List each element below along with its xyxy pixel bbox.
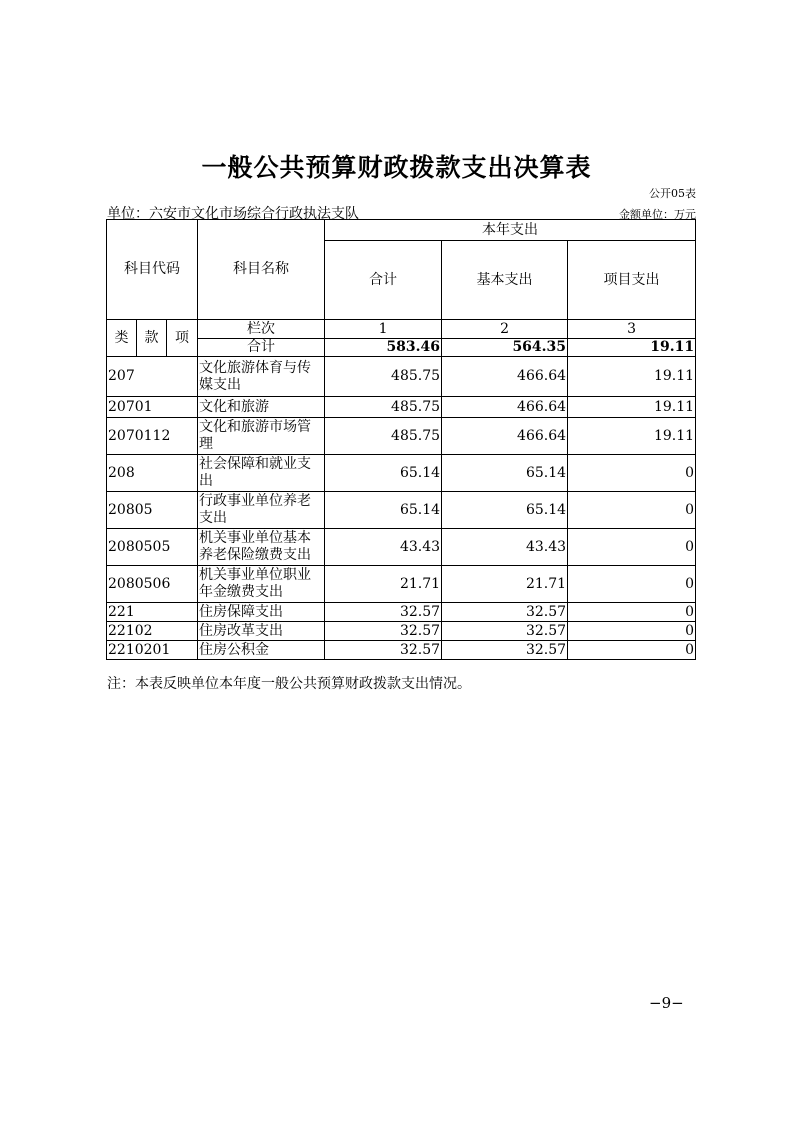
table-row bbox=[107, 455, 696, 492]
document-title: 一般公共预算财政拨款支出决算表 bbox=[201, 153, 592, 182]
total-amount: 485.75 bbox=[325, 357, 442, 397]
column-3-index: 3 bbox=[568, 320, 696, 339]
total-amount: 65.14 bbox=[325, 492, 442, 529]
header-project: 项目支出 bbox=[568, 241, 696, 320]
total-basic-amount: 564.35 bbox=[442, 339, 568, 357]
basic-amount: 65.14 bbox=[442, 455, 568, 492]
total-amount: 485.75 bbox=[325, 418, 442, 455]
table-row bbox=[107, 603, 696, 622]
total-amount: 485.75 bbox=[325, 397, 442, 418]
subject-code: 221 bbox=[107, 603, 198, 622]
column-order-row bbox=[107, 320, 696, 339]
total-label: 合计 bbox=[198, 339, 325, 357]
basic-amount: 466.64 bbox=[442, 418, 568, 455]
total-project-amount: 19.11 bbox=[568, 339, 696, 357]
table-row bbox=[107, 492, 696, 529]
amount-unit: 金额单位：万元 bbox=[619, 208, 696, 221]
subject-name: 机关事业单位职业年金缴费支出 bbox=[198, 566, 325, 603]
subject-name: 行政事业单位养老支出 bbox=[198, 492, 325, 529]
total-amount: 32.57 bbox=[325, 641, 442, 660]
subject-name: 机关事业单位基本养老保险缴费支出 bbox=[198, 529, 325, 566]
total-amount: 32.57 bbox=[325, 603, 442, 622]
header-kuan: 款 bbox=[137, 320, 167, 357]
basic-amount: 32.57 bbox=[442, 641, 568, 660]
header-total: 合计 bbox=[325, 241, 442, 320]
project-amount: 19.11 bbox=[568, 357, 696, 397]
basic-amount: 32.57 bbox=[442, 603, 568, 622]
subject-code: 207 bbox=[107, 357, 198, 397]
subject-code: 2210201 bbox=[107, 641, 198, 660]
form-number: 公开05表 bbox=[649, 187, 696, 200]
table-row bbox=[107, 641, 696, 660]
page-number: −9− bbox=[649, 994, 684, 1012]
basic-amount: 466.64 bbox=[442, 397, 568, 418]
project-amount: 0 bbox=[568, 492, 696, 529]
total-amount: 43.43 bbox=[325, 529, 442, 566]
header-lei: 类 bbox=[107, 320, 137, 357]
reporting-unit: 单位：六安市文化市场综合行政执法支队 bbox=[107, 206, 359, 222]
project-amount: 0 bbox=[568, 603, 696, 622]
budget-table bbox=[106, 219, 696, 660]
header-basic: 基本支出 bbox=[442, 241, 568, 320]
header-current-year: 本年支出 bbox=[325, 220, 696, 241]
total-amount: 32.57 bbox=[325, 622, 442, 641]
header-xiang: 项 bbox=[167, 320, 198, 357]
project-amount: 19.11 bbox=[568, 418, 696, 455]
table-row bbox=[107, 622, 696, 641]
project-amount: 0 bbox=[568, 622, 696, 641]
total-amount: 21.71 bbox=[325, 566, 442, 603]
header-row-1 bbox=[107, 220, 696, 241]
table-row bbox=[107, 357, 696, 397]
subject-name: 文化旅游体育与传媒支出 bbox=[198, 357, 325, 397]
basic-amount: 43.43 bbox=[442, 529, 568, 566]
subject-name: 文化和旅游 bbox=[198, 397, 325, 418]
basic-amount: 65.14 bbox=[442, 492, 568, 529]
subject-code: 22102 bbox=[107, 622, 198, 641]
subject-name: 住房改革支出 bbox=[198, 622, 325, 641]
table-row bbox=[107, 566, 696, 603]
project-amount: 0 bbox=[568, 529, 696, 566]
subject-code: 2070112 bbox=[107, 418, 198, 455]
subject-name: 住房公积金 bbox=[198, 641, 325, 660]
table-row bbox=[107, 529, 696, 566]
column-order-label: 栏次 bbox=[198, 320, 325, 339]
project-amount: 0 bbox=[568, 455, 696, 492]
subject-name: 住房保障支出 bbox=[198, 603, 325, 622]
basic-amount: 32.57 bbox=[442, 622, 568, 641]
table-row bbox=[107, 397, 696, 418]
column-1-index: 1 bbox=[325, 320, 442, 339]
project-amount: 0 bbox=[568, 641, 696, 660]
subject-name: 社会保障和就业支出 bbox=[198, 455, 325, 492]
basic-amount: 466.64 bbox=[442, 357, 568, 397]
subject-name: 文化和旅游市场管理 bbox=[198, 418, 325, 455]
header-name: 科目名称 bbox=[198, 220, 325, 320]
subject-code: 20805 bbox=[107, 492, 198, 529]
project-amount: 0 bbox=[568, 566, 696, 603]
column-2-index: 2 bbox=[442, 320, 568, 339]
table-row bbox=[107, 418, 696, 455]
header-code: 科目代码 bbox=[107, 220, 198, 320]
subject-code: 2080505 bbox=[107, 529, 198, 566]
subject-code: 20701 bbox=[107, 397, 198, 418]
table-note: 注：本表反映单位本年度一般公共预算财政拨款支出情况。 bbox=[107, 676, 471, 692]
total-amount: 583.46 bbox=[325, 339, 442, 357]
project-amount: 19.11 bbox=[568, 397, 696, 418]
basic-amount: 21.71 bbox=[442, 566, 568, 603]
total-amount: 65.14 bbox=[325, 455, 442, 492]
subject-code: 2080506 bbox=[107, 566, 198, 603]
subject-code: 208 bbox=[107, 455, 198, 492]
